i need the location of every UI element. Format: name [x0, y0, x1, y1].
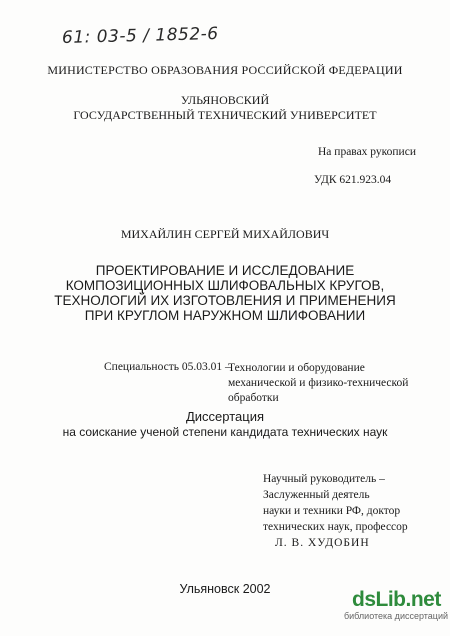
title-line: КОМПОЗИЦИОННЫХ ШЛИФОВАЛЬНЫХ КРУГОВ, — [65, 278, 385, 293]
dissertation-title — [0, 263, 450, 323]
supervisor-name: Л. В. ХУДОБИН — [275, 537, 370, 549]
title-line: ПРИ КРУГЛОМ НАРУЖНОМ ШЛИФОВАНИИ — [84, 308, 366, 323]
specialty-line: обработки — [228, 392, 279, 404]
specialty-label: Специальность 05.03.01 – — [104, 361, 231, 373]
udk-code: УДК 621.923.04 — [314, 174, 392, 186]
dissertation-subheading: на соискание ученой степени кандидата технических наук — [62, 425, 388, 439]
specialty-line: Технологии и оборудование — [228, 362, 365, 374]
title-line: ТЕХНОЛОГИЙ ИХ ИЗГОТОВЛЕНИЯ И ПРИМЕНЕНИЯ — [54, 293, 396, 308]
handwritten-reference-number: 61: 03-5 / 1852-6 — [61, 23, 219, 49]
university-line-2: ГОСУДАРСТВЕННЫЙ ТЕХНИЧЕСКИЙ УНИВЕРСИТЕТ — [73, 108, 377, 122]
author-name: МИХАЙЛИН СЕРГЕЙ МИХАЙЛОВИЧ — [120, 227, 330, 241]
supervisor-line: Заслуженный деятель — [263, 489, 370, 501]
watermark-caption: библиотека диссертаций — [344, 611, 449, 621]
title-line: ПРОЕКТИРОВАНИЕ И ИССЛЕДОВАНИЕ — [95, 263, 355, 278]
ministry-header: МИНИСТЕРСТВО ОБРАЗОВАНИЯ РОССИЙСКОЙ ФЕДЕРАЦИИ — [47, 63, 403, 77]
dissertation-heading: Диссертация — [185, 409, 265, 424]
specialty-line: механической и физико-технической — [228, 377, 409, 389]
specialty-description — [228, 361, 428, 406]
watermark-logo-text: dsLib.net — [352, 588, 441, 611]
supervisor-line: Научный руководитель – — [263, 473, 385, 485]
supervisor-line: технических наук, профессор — [263, 521, 408, 533]
dslib-watermark-logo — [344, 588, 449, 621]
supervisor-block — [263, 471, 443, 551]
supervisor-line: науки и техники РФ, доктор — [263, 505, 401, 517]
city-year: Ульяновск 2002 — [179, 582, 271, 596]
university-line-1: УЛЬЯНОВСКИЙ — [180, 93, 270, 107]
manuscript-rights-note: На правах рукописи — [318, 146, 416, 158]
